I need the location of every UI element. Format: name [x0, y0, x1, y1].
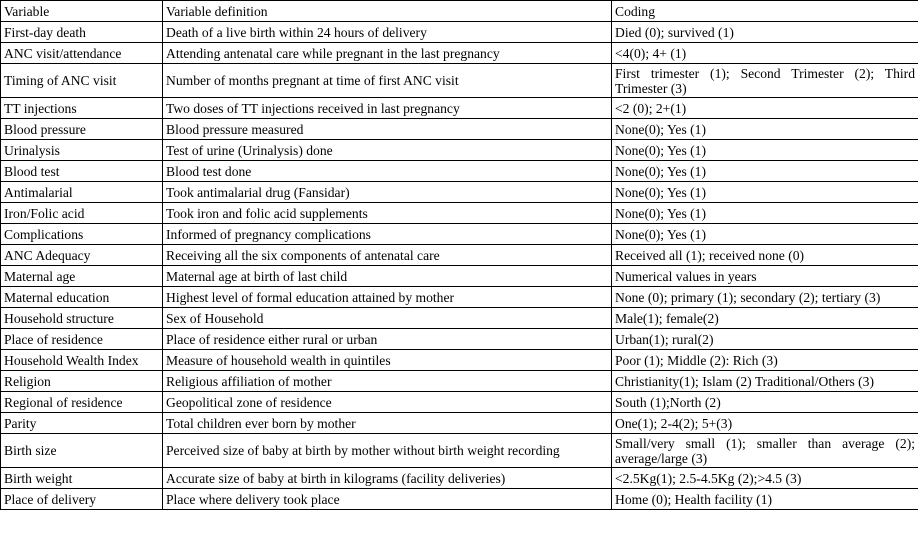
cell-definition: Death of a live birth within 24 hours of delivery [163, 22, 612, 43]
header-definition: Variable definition [163, 1, 612, 22]
cell-coding: One(1); 2-4(2); 5+(3) [612, 413, 918, 434]
cell-variable: TT injections [1, 98, 163, 119]
table-row [1, 119, 918, 140]
cell-variable: Maternal age [1, 266, 163, 287]
cell-definition: Place where delivery took place [163, 489, 612, 510]
table-row [1, 245, 918, 266]
table-row [1, 203, 918, 224]
cell-coding: Small/very small (1); smaller than average (2); average/large (3) [612, 434, 918, 468]
table-row [1, 371, 918, 392]
cell-coding: Died (0); survived (1) [612, 22, 918, 43]
cell-coding: None(0); Yes (1) [612, 119, 918, 140]
cell-coding: None(0); Yes (1) [612, 224, 918, 245]
cell-definition: Took iron and folic acid supplements [163, 203, 612, 224]
cell-definition: Test of urine (Urinalysis) done [163, 140, 612, 161]
table-row [1, 64, 918, 98]
table-row [1, 468, 918, 489]
cell-variable: ANC Adequacy [1, 245, 163, 266]
cell-definition: Total children ever born by mother [163, 413, 612, 434]
cell-definition: Sex of Household [163, 308, 612, 329]
cell-coding: None(0); Yes (1) [612, 182, 918, 203]
header-row [1, 1, 918, 22]
cell-coding: Christianity(1); Islam (2) Traditional/Others (3) [612, 371, 918, 392]
cell-definition: Two doses of TT injections received in last pregnancy [163, 98, 612, 119]
cell-definition: Accurate size of baby at birth in kilograms (facility deliveries) [163, 468, 612, 489]
cell-coding: None(0); Yes (1) [612, 140, 918, 161]
cell-definition: Blood pressure measured [163, 119, 612, 140]
cell-coding: First trimester (1); Second Trimester (2); Third Trimester (3) [612, 64, 918, 98]
cell-definition: Maternal age at birth of last child [163, 266, 612, 287]
cell-definition: Place of residence either rural or urban [163, 329, 612, 350]
table-row [1, 489, 918, 510]
cell-variable: Maternal education [1, 287, 163, 308]
cell-variable: Blood test [1, 161, 163, 182]
table-row [1, 392, 918, 413]
header-coding: Coding [612, 1, 918, 22]
cell-definition: Highest level of formal education attained by mother [163, 287, 612, 308]
cell-coding: <2 (0); 2+(1) [612, 98, 918, 119]
cell-definition: Geopolitical zone of residence [163, 392, 612, 413]
cell-coding: <2.5Kg(1); 2.5-4.5Kg (2);>4.5 (3) [612, 468, 918, 489]
table-row [1, 182, 918, 203]
table-row [1, 434, 918, 468]
cell-coding: Received all (1); received none (0) [612, 245, 918, 266]
table-row [1, 350, 918, 371]
cell-variable: Household structure [1, 308, 163, 329]
table-row [1, 43, 918, 64]
cell-coding: None(0); Yes (1) [612, 161, 918, 182]
table-row [1, 224, 918, 245]
cell-coding: None (0); primary (1); secondary (2); tertiary (3) [612, 287, 918, 308]
cell-variable: Birth weight [1, 468, 163, 489]
cell-coding: Urban(1); rural(2) [612, 329, 918, 350]
cell-coding: None(0); Yes (1) [612, 203, 918, 224]
cell-coding: Male(1); female(2) [612, 308, 918, 329]
cell-coding: Poor (1); Middle (2): Rich (3) [612, 350, 918, 371]
cell-coding: South (1);North (2) [612, 392, 918, 413]
cell-definition: Perceived size of baby at birth by mother without birth weight recording [163, 434, 612, 468]
table-row [1, 140, 918, 161]
cell-definition: Took antimalarial drug (Fansidar) [163, 182, 612, 203]
table-row [1, 329, 918, 350]
cell-variable: Urinalysis [1, 140, 163, 161]
table-row [1, 287, 918, 308]
cell-definition: Informed of pregnancy complications [163, 224, 612, 245]
cell-variable: Birth size [1, 434, 163, 468]
cell-variable: Iron/Folic acid [1, 203, 163, 224]
cell-variable: First-day death [1, 22, 163, 43]
cell-coding: <4(0); 4+ (1) [612, 43, 918, 64]
table-row [1, 98, 918, 119]
cell-definition: Blood test done [163, 161, 612, 182]
header-variable: Variable [1, 1, 163, 22]
cell-variable: Place of residence [1, 329, 163, 350]
cell-definition: Number of months pregnant at time of first ANC visit [163, 64, 612, 98]
cell-variable: Parity [1, 413, 163, 434]
table-body [1, 22, 918, 510]
table-row [1, 308, 918, 329]
table-row [1, 22, 918, 43]
cell-variable: Blood pressure [1, 119, 163, 140]
cell-variable: ANC visit/attendance [1, 43, 163, 64]
cell-coding: Home (0); Health facility (1) [612, 489, 918, 510]
cell-definition: Attending antenatal care while pregnant in the last pregnancy [163, 43, 612, 64]
cell-variable: Religion [1, 371, 163, 392]
cell-variable: Household Wealth Index [1, 350, 163, 371]
cell-definition: Measure of household wealth in quintiles [163, 350, 612, 371]
cell-variable: Complications [1, 224, 163, 245]
cell-variable: Antimalarial [1, 182, 163, 203]
cell-variable: Timing of ANC visit [1, 64, 163, 98]
table-row [1, 413, 918, 434]
cell-definition: Receiving all the six components of antenatal care [163, 245, 612, 266]
cell-definition: Religious affiliation of mother [163, 371, 612, 392]
cell-variable: Regional of residence [1, 392, 163, 413]
table-row [1, 266, 918, 287]
cell-coding: Numerical values in years [612, 266, 918, 287]
table-row [1, 161, 918, 182]
cell-variable: Place of delivery [1, 489, 163, 510]
